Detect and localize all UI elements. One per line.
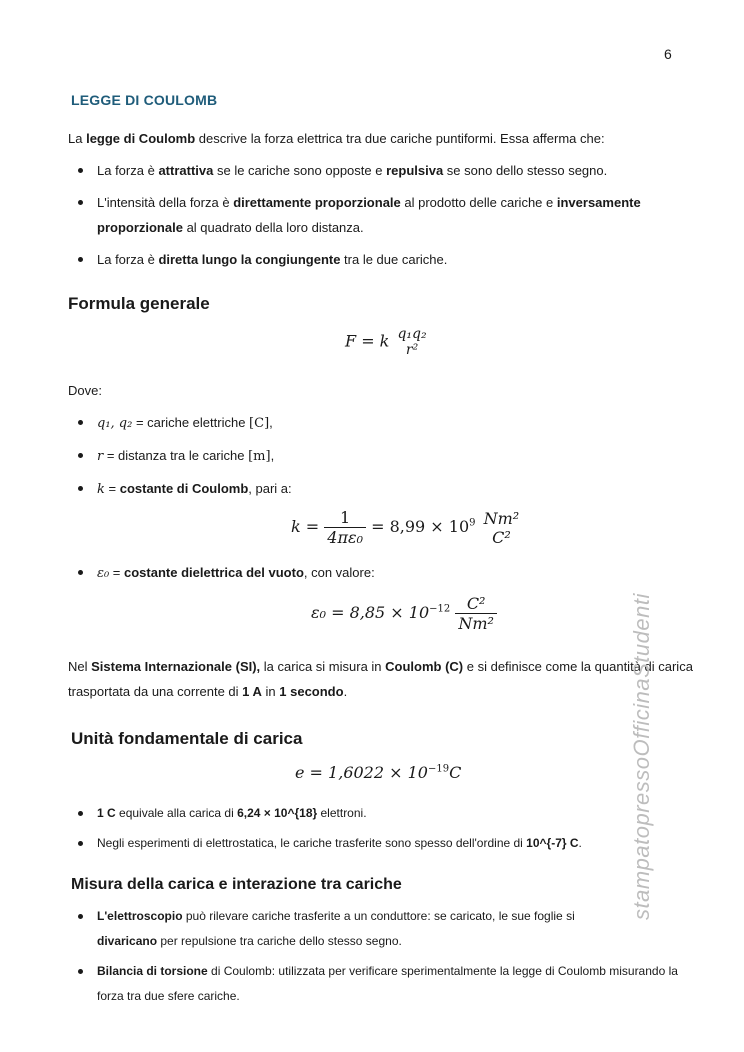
list-item: La forza è attrattiva se le cariche sono opposte e repulsiva se sono dello stesso segno. xyxy=(68,158,688,183)
si-paragraph: Nel Sistema Internazionale (SI), la carica si misura in Coulomb (C) e si definisce come la quantità di carica trasportata da una corrente di 1 A in 1 secondo. xyxy=(68,659,693,699)
watermark: stampatopressoOfficinaStudenti xyxy=(629,593,654,920)
formula-heading: Formula generale xyxy=(68,294,210,313)
properties-list xyxy=(68,158,688,272)
section-title: LEGGE DI COULOMB xyxy=(71,92,218,108)
where-label: Dove: xyxy=(68,383,102,398)
formula-epsilon: $\varepsilon_0 = 8,85 \times 10^{-12}$ $\frac{\text{C²}}{\text{Nm²}}$ xyxy=(311,594,497,633)
formula-k: k = $\frac{1}{\text{4πε₀}}$ = $8,99 \times 10^9$ Nm² C² xyxy=(291,508,520,547)
page-number: 6 xyxy=(664,46,672,62)
list-item: L'intensità della forza è direttamente proporzionale al prodotto delle cariche e inversamente proporzionale al quadrato della loro distanza. xyxy=(68,190,688,240)
list-item: ε₀ = costante dielettrica del vuoto, con valore: xyxy=(68,560,688,586)
measure-list xyxy=(68,904,678,1009)
epsilon-list xyxy=(68,560,688,586)
measure-heading: Misura della carica e interazione tra cariche xyxy=(71,876,402,893)
list-item: La forza è diretta lungo la congiungente tra le due cariche. xyxy=(68,247,688,272)
list-item: k = costante di Coulomb, pari a: xyxy=(68,476,688,502)
list-item: r = distanza tra le cariche [m], xyxy=(68,443,688,469)
list-item: q₁, q₂ = cariche elettriche [C], xyxy=(68,410,688,436)
formula-e: $e = 1,6022 \times 10^{-19}C$ xyxy=(295,763,462,782)
list-item: Negli esperimenti di elettrostatica, le cariche trasferite sono spesso dell'ordine di 10^{-7} C. xyxy=(68,831,688,856)
unit-heading: Unità fondamentale di carica xyxy=(71,729,303,748)
list-item: Bilancia di torsione di Coulomb: utilizzata per verificare sperimentalmente la legge di Coulomb misurando la forza tra due sfere cariche. xyxy=(68,959,697,1009)
unit-list xyxy=(68,801,688,856)
intro-paragraph: La legge di Coulomb descrive la forza elettrica tra due cariche puntiformi. Essa afferma che: xyxy=(68,131,605,146)
list-item: L'elettroscopio può rilevare cariche trasferite a un conduttore: se caricato, le sue foglie si divaricano per repulsione tra cariche dello stesso segno. xyxy=(68,904,628,954)
list-item: 1 C equivale alla carica di 6,24 × 10^{18} elettroni. xyxy=(68,801,688,826)
definitions-list xyxy=(68,410,688,502)
formula-general: F = k q₁q₂ r² xyxy=(345,326,427,358)
